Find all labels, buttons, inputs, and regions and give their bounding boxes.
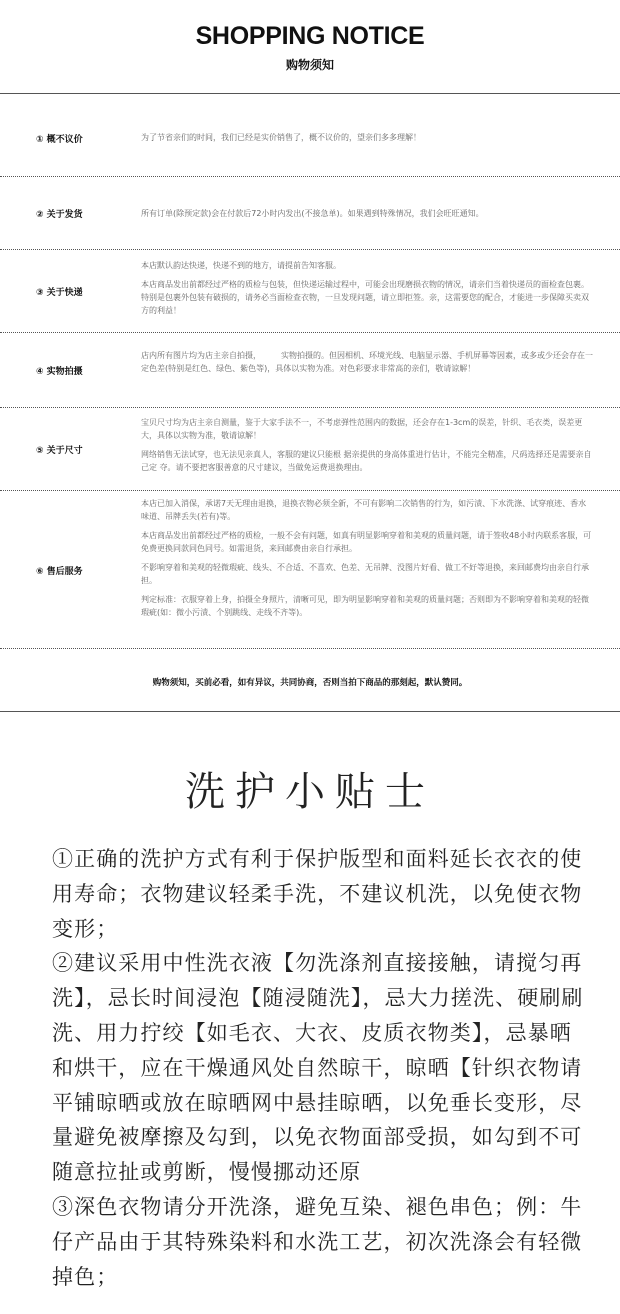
care-tips-title: 洗护小贴士	[185, 769, 435, 815]
notice-row-text-photos	[141, 349, 593, 375]
row-label-text: 实物拍摄	[46, 367, 83, 377]
care-tips-body	[52, 842, 592, 1294]
notice-row-text-shipping	[141, 207, 593, 220]
row-label-text: 概不议价	[46, 135, 83, 145]
row-paragraph: 宝贝尺寸均为店主亲自测量，鉴于大家手法不一，不考虑弹性范围内的数据，还会存在1-3cm的误差，针织、毛衣类，误差更大，具体以实物为准，敬请谅解！	[141, 418, 583, 440]
row-paragraph: 本店商品发出前都经过严格的质检，一般不会有问题，如真有明显影响穿着和美观的质量问题，请于签收48小时内联系客服，可免费更换同款同色同号。如需退货，来回邮费由亲自行承担。	[141, 531, 592, 553]
care-tip-paragraph: ①正确的洗护方式有利于保护版型和面料延长衣衣的使用寿命；衣物建议轻柔手洗，不建议机洗，以免使衣物变形；	[52, 847, 583, 941]
notice-row-label-express	[36, 285, 83, 298]
row-divider	[0, 648, 620, 649]
row-paragraph: 本店已加入消保，承诺7天无理由退换，退换衣物必须全新，不可有影响二次销售的行为，如污渍、下水洗涤、试穿痕迹、香水味道、吊牌丢失(若有)等。	[141, 499, 587, 521]
notice-subtitle: 购物须知	[285, 58, 334, 72]
row-paragraph: 网络销售无法试穿，也无法见亲真人，客服的建议只能根 据亲提供的身高体重进行估计，不能完全精准，尺码选择还是需要亲自己定 夺。请不要把客服善意的尺寸建议，当做免运费退换理由。	[141, 450, 592, 472]
row-paragraph: 店内所有图片均为店主亲自拍摄， 实物拍摄的。但因相机、环境光线、电脑显示器、手机屏幕等因素，或多或少还会存在一定色差(特别是红色、绿色、紫色等)，具体以实物为准。对色彩要求非常高的亲们，敬请谅解！	[141, 351, 593, 373]
row-number: ①	[36, 135, 44, 145]
row-divider	[0, 176, 620, 177]
row-label-text: 关于尺寸	[46, 446, 83, 456]
notice-row-text-size	[141, 416, 593, 474]
row-paragraph: 本店商品发出前都经过严格的质检与包装，但快递运输过程中，可能会出现磨损衣物的情况，请亲们当着快递员的面检查包裹。特别是包裹外包装有破损的，请务必当面检查衣物，一旦发现问题，请立即拒签。亲，这需要您的配合，才能进一步保障买卖双方的利益！	[141, 280, 589, 315]
row-number: ⑤	[36, 446, 44, 456]
row-divider	[0, 490, 620, 491]
row-paragraph: 为了节省亲们的时间，我们已经是实价销售了，概不议价的，望亲们多多理解！	[141, 133, 421, 142]
notice-row-text-price	[141, 131, 593, 144]
notice-row-label-size	[36, 443, 83, 456]
notice-row-label-photos	[36, 364, 83, 377]
section-divider	[0, 711, 620, 712]
notice-row-label-shipping	[36, 207, 83, 220]
care-tip-paragraph: ②建议采用中性洗衣液【勿洗涤剂直接接触，请搅匀再洗】，忌长时间浸泡【随浸随洗】，忌大力搓洗、硬刷刷洗、用力拧绞【如毛衣、大衣、皮质衣物类】，忌暴晒和烘干，应在干燥通风处自然晾干，晾晒【针织衣物请平铺晾晒或放在晾晒网中悬挂晾晒，以免垂长变形，尽量避免被摩擦及勾到，以免衣物面部受损，如勾到不可随意拉扯或剪断，慢慢挪动还原	[52, 951, 584, 1185]
row-paragraph: 所有订单(除预定款)会在付款后72小时内发出(不接急单)。如果遇到特殊情况，我们会旺旺通知。	[141, 209, 484, 218]
row-divider	[0, 407, 620, 408]
row-divider	[0, 332, 620, 333]
row-paragraph: 不影响穿着和美观的轻微瑕疵、线头、不合适、不喜欢、色差、无吊牌、没图片好看、做工不好等退换，来回邮费均由亲自行承担。	[141, 563, 589, 585]
care-tip-paragraph: ③深色衣物请分开洗涤，避免互染、褪色串色；例：牛仔产品由于其特殊染料和水洗工艺，初次洗涤会有轻微掉色；	[52, 1194, 583, 1289]
notice-row-text-express	[141, 259, 593, 317]
row-label-text: 关于发货	[46, 210, 83, 220]
notice-row-label-price	[36, 132, 83, 145]
notice-title: SHOPPING NOTICE	[195, 22, 425, 50]
row-number: ⑥	[36, 567, 44, 577]
row-number: ③	[36, 288, 44, 298]
row-paragraph: 本店默认韵达快递，快递不到的地方，请提前告知客服。	[141, 261, 341, 270]
row-divider	[0, 249, 620, 250]
row-paragraph: 判定标准：衣服穿着上身，拍摄全身照片，清晰可见，即为明显影响穿着和美观的质量问题；否则即为不影响穿着和美观的轻微瑕疵(如：微小污渍、个别跳线、走线不齐等)。	[141, 595, 589, 617]
notice-footer: 购物须知，买前必看，如有异议，共同协商，否则当拍下商品的那刻起，默认赞同。	[152, 678, 468, 688]
row-label-text: 关于快递	[46, 288, 83, 298]
notice-row-text-aftersales	[141, 497, 593, 619]
section-divider	[0, 93, 620, 94]
notice-row-label-aftersales	[36, 564, 83, 577]
row-number: ②	[36, 210, 44, 220]
row-label-text: 售后服务	[46, 567, 83, 577]
row-number: ④	[36, 367, 44, 377]
